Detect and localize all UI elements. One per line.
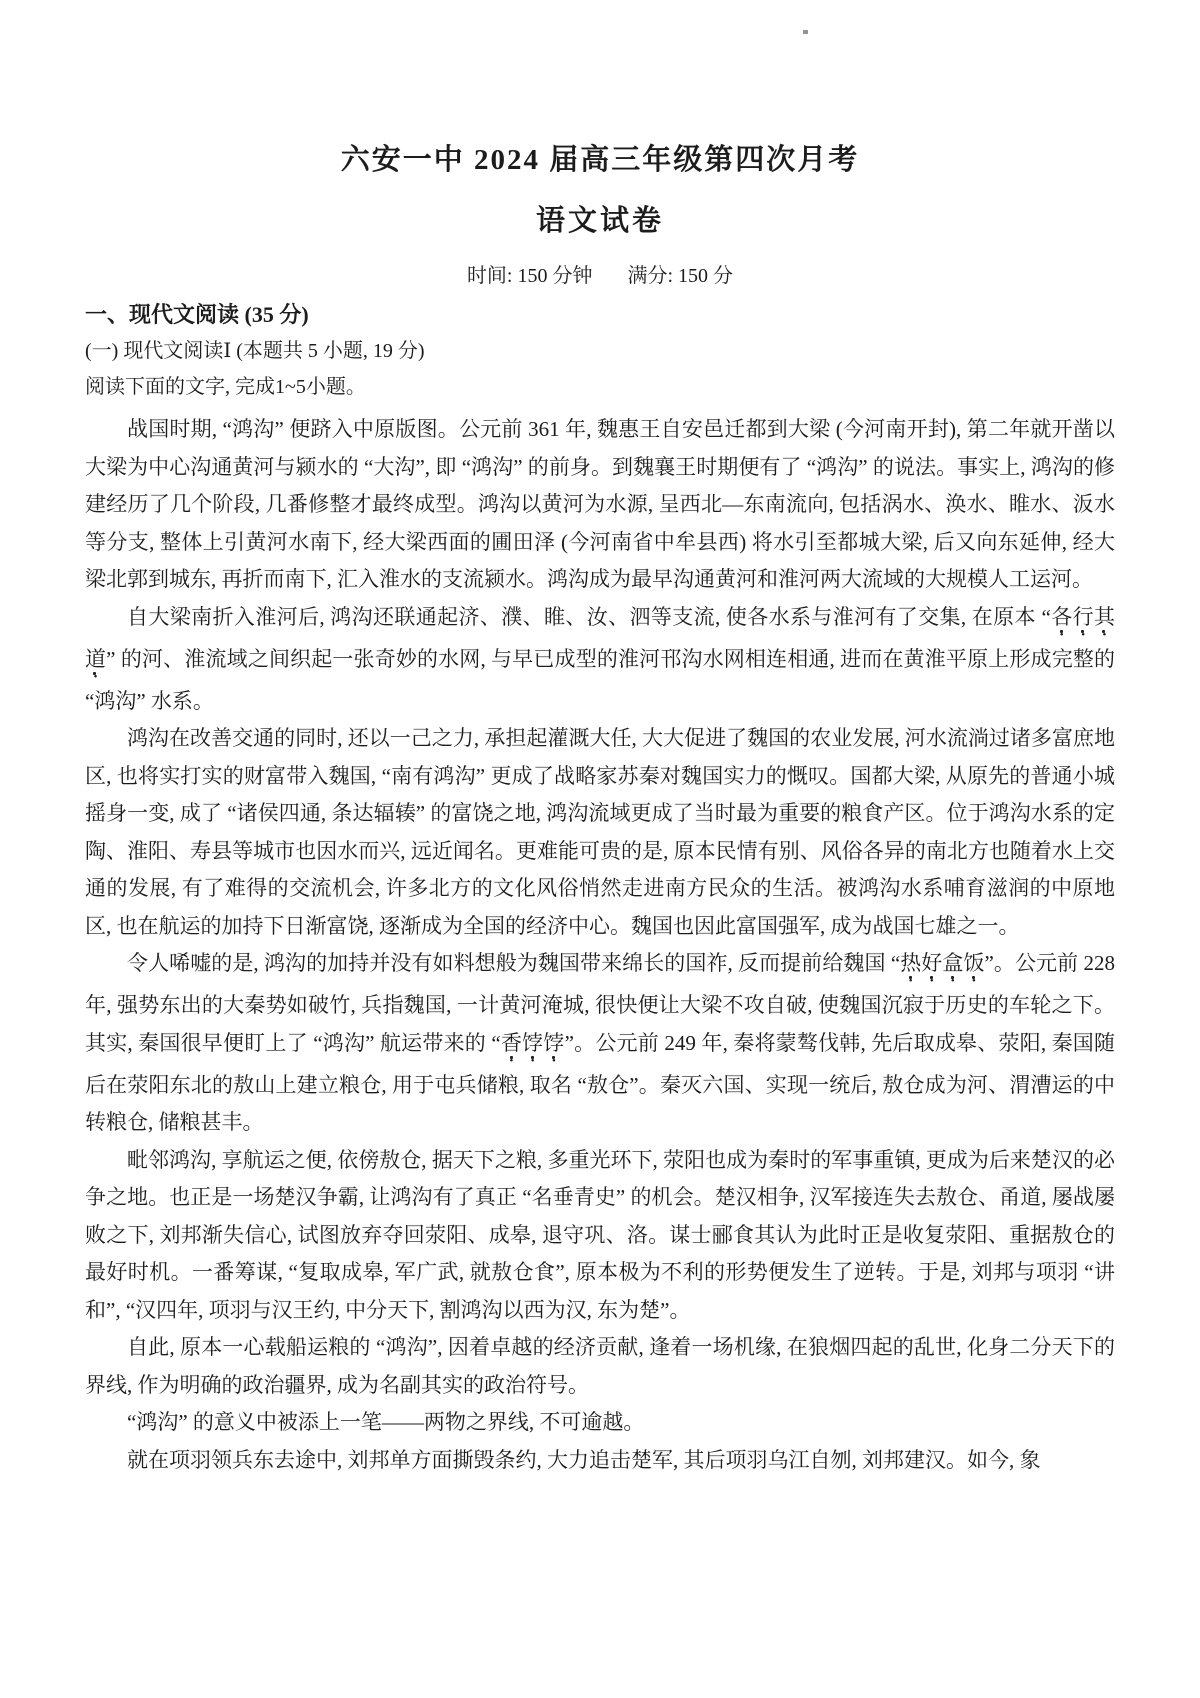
time-allowed-label: 时间: 150 分钟 — [466, 265, 593, 287]
total-score-label: 满分: 150 分 — [627, 265, 734, 287]
passage-paragraph — [85, 945, 1115, 1142]
passage-paragraph — [85, 599, 1115, 721]
passage-paragraph — [85, 1442, 1115, 1480]
passage-text: ” 的河、淮流域之间织起一张奇妙的水网, 与早已成型的淮河邗沟水网相连相通, 进而在黄淮平原上形成完整的 “鸿沟” 水系。 — [85, 646, 1115, 713]
passage-text: 战国时期, “鸿沟” 便跻入中原版图。公元前 361 年, 魏惠王自安邑迁都到大梁 (今河南开封), 第二年就开凿以大梁为中心沟通黄河与颍水的 “大沟”, 即 “鸿沟” 的前身。到魏襄王时期便有了 “鸿沟” 的说法。事实上, 鸿沟的修建经历了几个阶段, 几番修整才最终成型。鸿沟以黄河为水源, 呈西北—东南流向, 包括涡水、涣水、睢水、汳水等分支, 整体上引黄河水南下, 经大梁西面的圃田泽 (今河南省中牟县西) 将水引至都城大梁, 后又向东延伸, 经大梁北郭到城东, 再折而南下, 汇入淮水的支流颍水。鸿沟成为最早沟通黄河和淮河两大流域的大规模人工运河。 — [85, 417, 1115, 591]
passage-paragraph — [85, 1404, 1115, 1442]
passage-paragraph — [85, 720, 1115, 945]
passage-paragraph — [85, 1329, 1115, 1404]
passage-paragraph — [85, 1142, 1115, 1330]
passage-text: ”。公元前 228 年, 强势东出的大秦势如破竹, 兵指魏国, 一计黄河淹城, 很快便让大梁不攻自破, 使魏国沉寂于历史的车轮之下。其实, 秦国很早便盯上了 “鸿沟” 航运带来的 “ — [85, 951, 1115, 1055]
passage-text: 就在项羽领兵东去途中, 刘邦单方面撕毁条约, 大力追击楚军, 其后项羽乌江自刎, 刘邦建汉。如今, 象 — [127, 1447, 1041, 1472]
emphasized-text: 热好盒饭 — [900, 951, 984, 980]
passage-text: ”。公元前 249 年, 秦将蒙骜伐韩, 先后取成皋、荥阳, 秦国随后在荥阳东北的敖山上建立粮仓, 用于屯兵储粮, 取名 “敖仓”。秦灭六国、实现一统后, 敖仓成为河、渭漕运的中转粮仓, 储粮甚丰。 — [85, 1030, 1115, 1134]
reading-instruction: 阅读下面的文字, 完成1~5小题。 — [85, 376, 366, 398]
passage-text: 令人唏嘘的是, 鸿沟的加持并没有如料想般为魏国带来绵长的国祚, 反而提前给魏国 “ — [127, 951, 901, 975]
scan-artifact-dot — [803, 30, 808, 34]
passage-text: 毗邻鸿沟, 享航运之便, 依傍敖仓, 据天下之粮, 多重光环下, 荥阳也成为秦时的军事重镇, 更成为后来楚汉的必争之地。也正是一场楚汉争霸, 让鸿沟有了真正 “名垂青史” 的机会。楚汉相争, 汉军接连失去敖仓、甬道, 屡战屡败之下, 刘邦渐失信心, 试图放弃夺回荥阳、成皋, 退守巩、洛。谋士郦食其认为此时正是收复荥阳、重据敖仓的最好时机。一番筹谋, “复取成皋, 军广武, 就敖仓食”, 原本极为不利的形势便发生了逆转。于是, 刘邦与项羽 “讲和”, “汉四年, 项羽与汉王约, 中分天下, 割鸿沟以西为汉, 东为楚”。 — [85, 1147, 1115, 1322]
part-one-heading: (一) 现代文阅读Ⅰ (本题共 5 小题, 19 分) — [85, 340, 425, 362]
passage — [85, 411, 1115, 1479]
emphasized-text: 各行其道 — [85, 605, 1115, 676]
exam-title: 六安一中 2024 届高三年级第四次月考 — [340, 144, 860, 176]
emphasized-text: 香饽饽 — [501, 1031, 565, 1060]
passage-paragraph — [85, 411, 1115, 599]
passage-text: “鸿沟” 的意义中被添上一笔——两物之界线, 不可逾越。 — [127, 1410, 645, 1434]
passage-text: 自大梁南折入淮河后, 鸿沟还联通起济、濮、睢、汝、泗等支流, 使各水系与淮河有了交集, 在原本 “ — [127, 604, 1051, 629]
exam-meta-row — [85, 266, 1115, 286]
passage-text: 鸿沟在改善交通的同时, 还以一己之力, 承担起灌溉大任, 大大促进了魏国的农业发展, 河水流淌过诸多富庶地区, 也将实打实的财富带入魏国, “南有鸿沟” 更成了战略家苏秦对魏国实力的慨叹。国都大梁, 从原先的普通小城摇身一变, 成了 “诸侯四通, 条达辐辏” 的富饶之地, 鸿沟流域更成了当时最为重要的粮食产区。位于鸿沟水系的定陶、淮阳、寿县等城市也因水而兴, 远近闻名。更难能可贵的是, 原本民情有别、风俗各异的南北方也随着水上交通的发展, 有了难得的交流机会, 许多北方的文化风俗悄然走进南方民众的生活。被鸿沟水系哺育滋润的中原地区, 也在航运的加持下日渐富饶, 逐渐成为全国的经济中心。魏国也因此富国强军, 成为战国七雄之一。 — [85, 726, 1115, 938]
passage-text: 自此, 原本一心载船运粮的 “鸿沟”, 因着卓越的经济贡献, 逢着一场机缘, 在狼烟四起的乱世, 化身二分天下的界线, 作为明确的政治疆界, 成为名副其实的政治符号。 — [85, 1335, 1115, 1397]
subject-title: 语文试卷 — [535, 205, 664, 237]
section-one-heading: 一、现代文阅读 (35 分) — [85, 302, 309, 327]
